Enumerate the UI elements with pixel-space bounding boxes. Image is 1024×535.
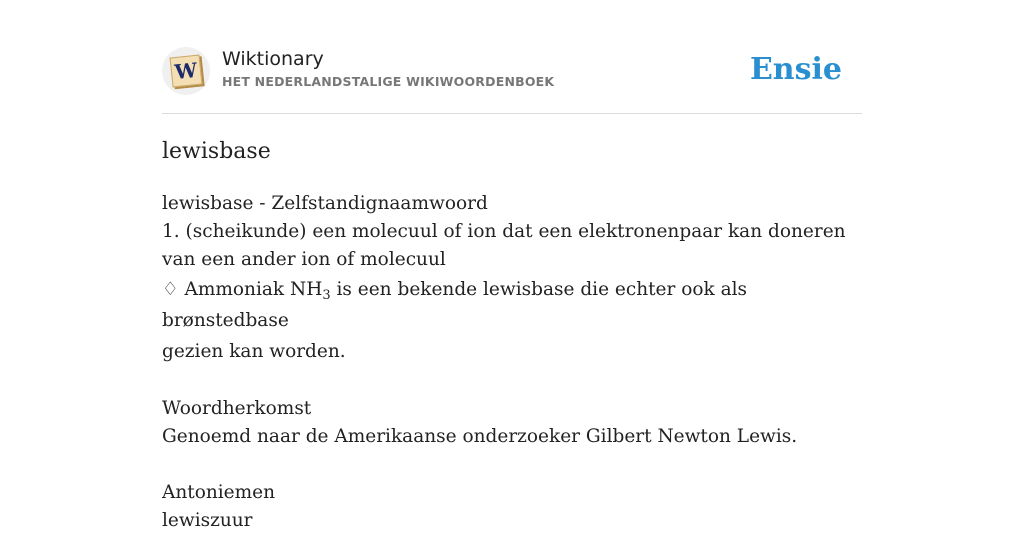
page-title: lewisbase [162, 139, 271, 164]
example-sentence [162, 274, 862, 367]
wiktionary-logo-icon[interactable] [162, 47, 210, 95]
part-of-speech-line: lewisbase - Zelfstandignaamwoord [162, 193, 488, 214]
header-divider [162, 113, 862, 114]
example-line-1 [162, 274, 862, 336]
antonyms-heading: Antoniemen [162, 482, 276, 503]
spacer [162, 367, 862, 395]
etymology-heading: Woordherkomst [162, 398, 312, 419]
definition-text: 1. (scheikunde) een molecuul of ion dat een elektronenpaar kan doneren van een ander ion of molecuul [162, 221, 846, 270]
site-tagline: HET NEDERLANDSTALIGE WIKIWOORDENBOEK [222, 74, 555, 89]
logo-letter: W [173, 57, 199, 85]
site-header [162, 45, 862, 113]
etymology-text: Genoemd naar de Amerikaanse onderzoeker Gilbert Newton Lewis. [162, 426, 798, 447]
example-subscript: 3 [322, 288, 331, 303]
site-name[interactable]: Wiktionary [222, 48, 324, 70]
example-prefix: ♢ Ammoniak NH [162, 279, 323, 300]
antonym-link[interactable]: lewiszuur [162, 510, 253, 531]
entry-content [162, 134, 862, 535]
entry-body [162, 190, 862, 535]
example-rest-1: is een bekende lewisbase die echter ook als brønstedbase [162, 279, 748, 331]
spacer [162, 451, 862, 479]
example-line-2: gezien kan worden. [162, 341, 346, 362]
logo-tile [170, 55, 203, 88]
ensie-brand-link[interactable]: Ensie [749, 52, 842, 87]
